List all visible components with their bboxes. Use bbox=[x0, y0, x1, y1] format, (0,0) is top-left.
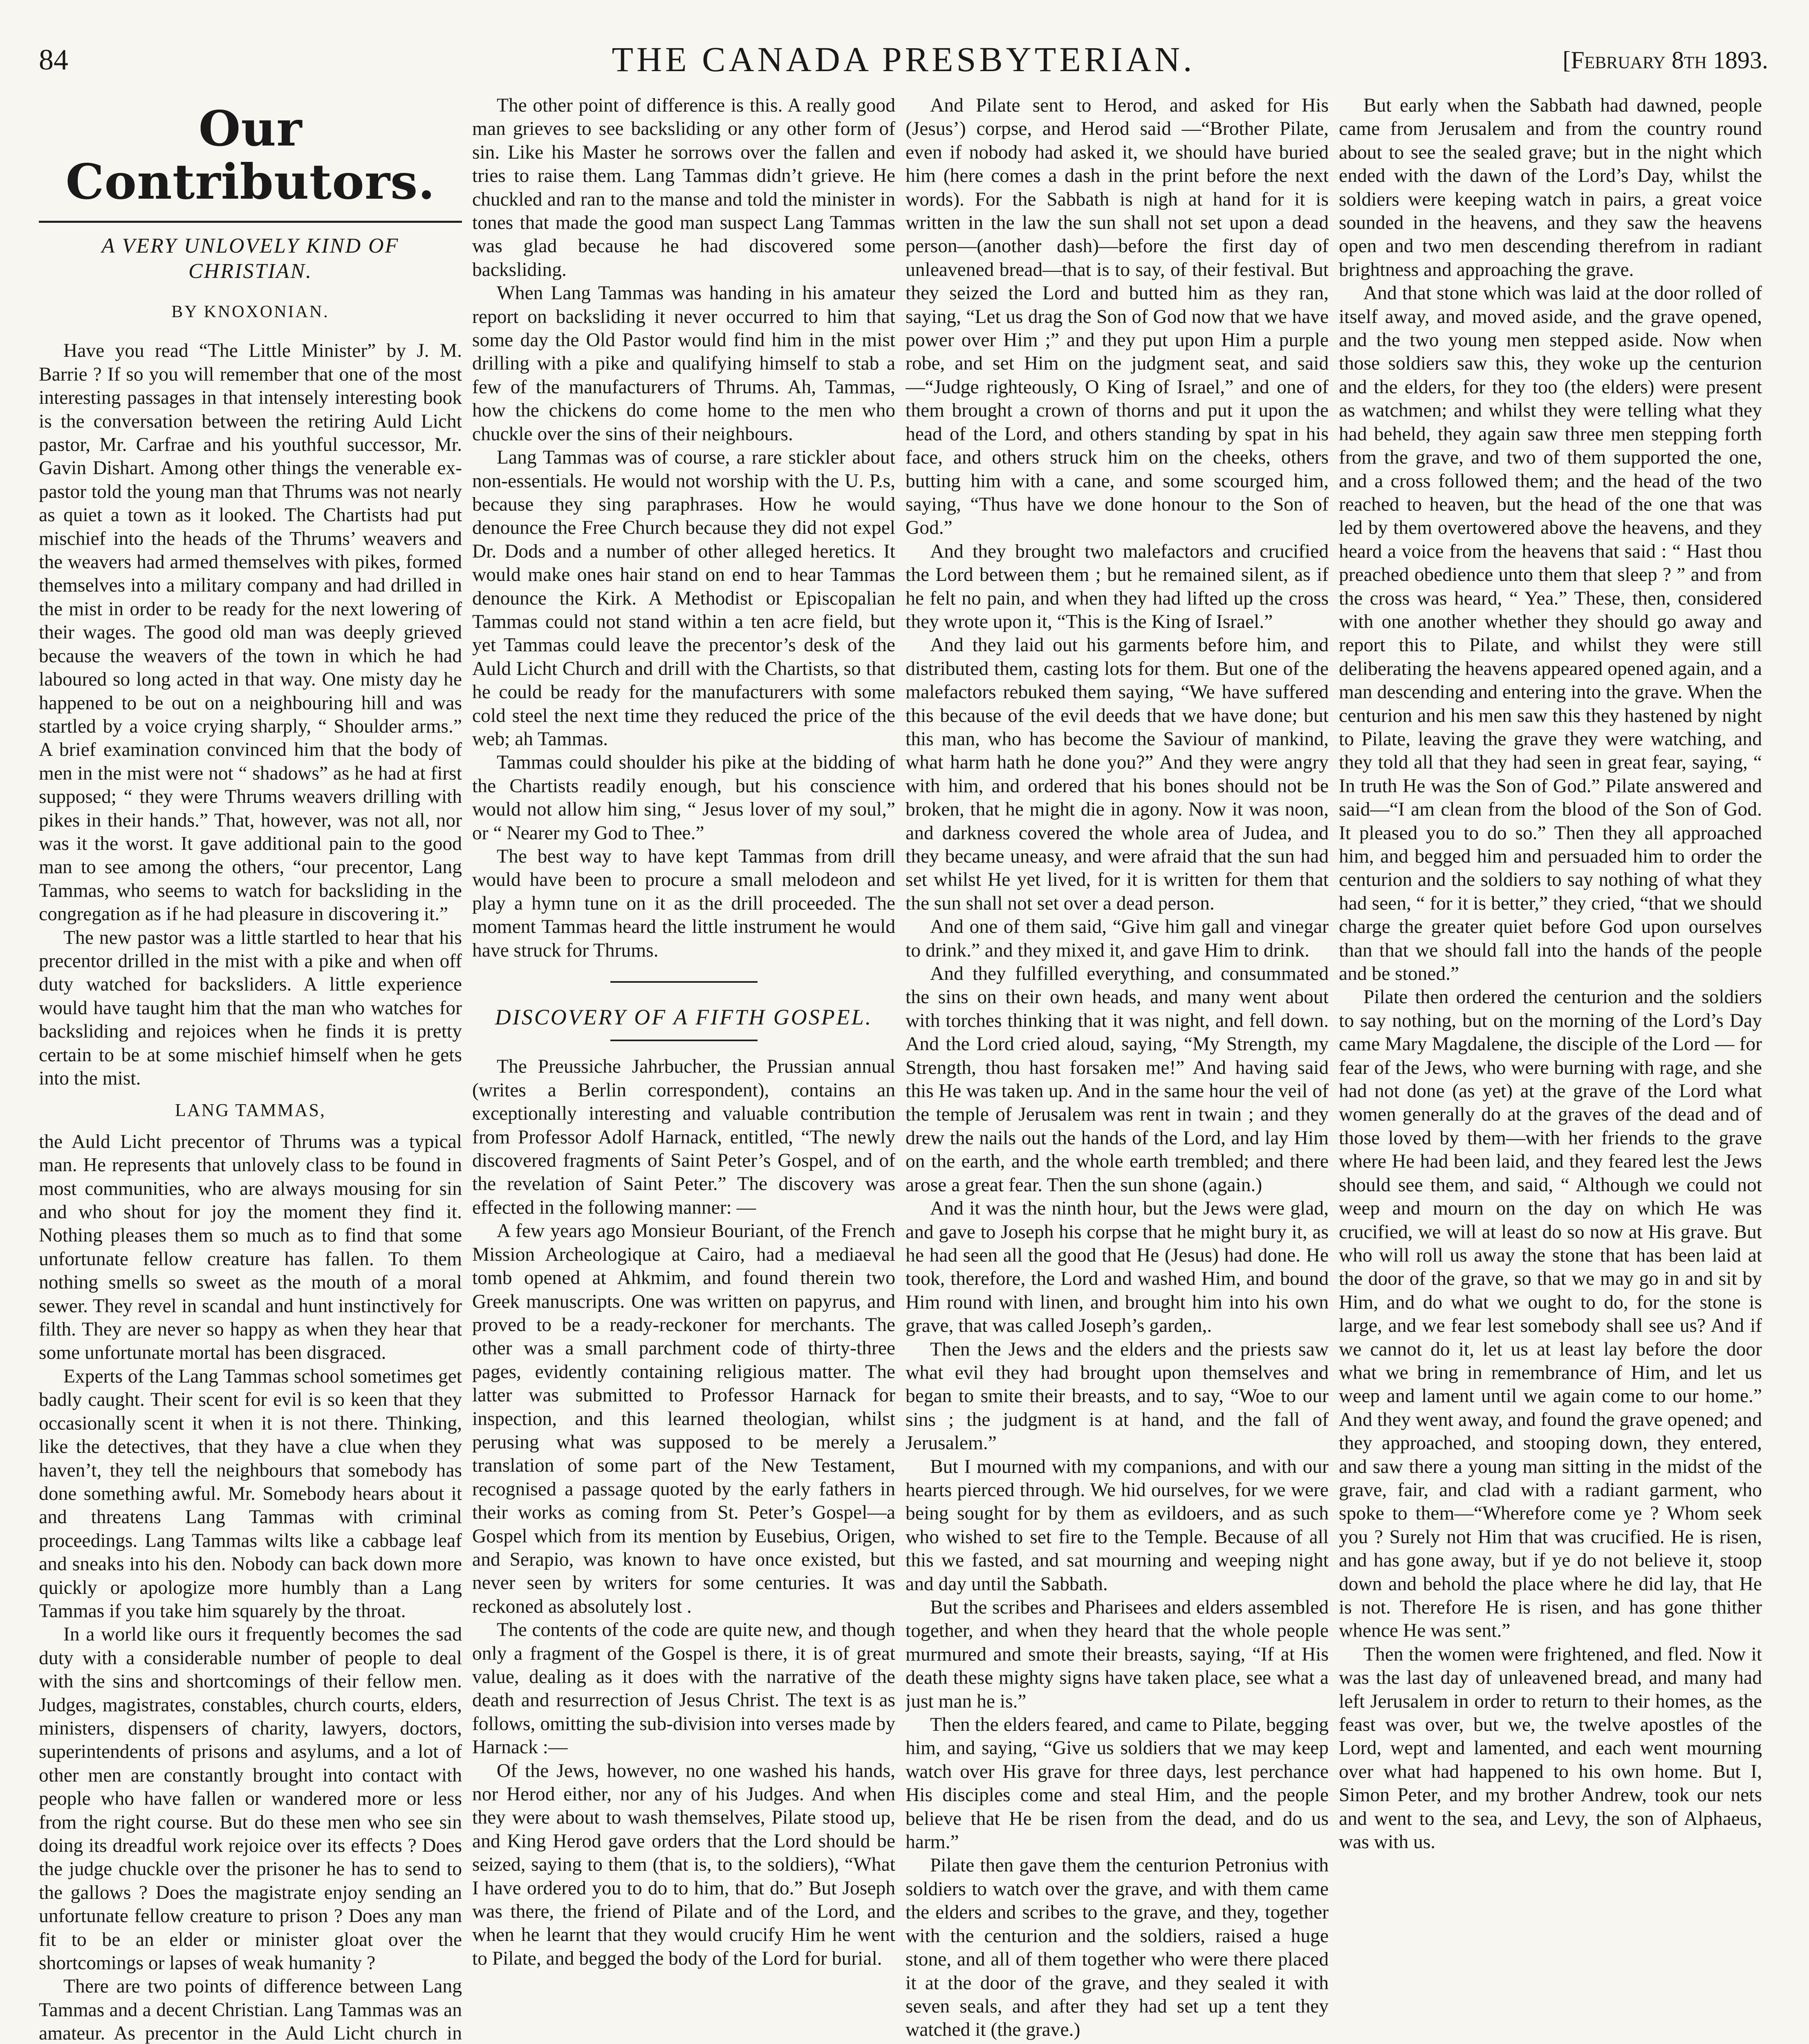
section-rule bbox=[39, 221, 462, 223]
article-paragraph: And it was the ninth hour, but the Jews were glad, and gave to Joseph his corpse that he might bury it, as he had seen all the good that He (Jesus) had done. He took, therefore, the Lord and washed Him, and bound Him round with linen, and brought him into his own grave, that was called Joseph’s garden,. bbox=[906, 1198, 1329, 1337]
article-paragraph: Of the Jews, however, no one washed his hands, nor Herod either, nor any of his Judges. And when they were about to wash themselves, Pilate stood up, and King Herod gave orders that the Lord should be seized, saying to them (that is, to the soldiers), “What I have ordered you to do to him, that do.” But Joseph was there, the friend of Pilate and of the Lord, and when he learnt that they would crucify Him he went to Pilate, and begged the body of the Lord for burial. bbox=[472, 1760, 895, 1969]
article-paragraph: But I mourned with my companions, and with our hearts pierced through. We hid ourselves, for we were being sought for by them as evildoers, and as such who wished to set fire to the Temple. Because of all this we fasted, and sat mourning and weeping night and day until the Sabbath. bbox=[906, 1456, 1329, 1595]
article-paragraph: And they laid out his garments before him, and distributed them, casting lots for them. But one of the malefactors rebuked them saying, “We have suffered this because of the evil deeds that we have done; but this man, who has become the Saviour of mankind, what harm hath he done you?” And they were angry with him, and ordered that his bones should not be broken, that he might die in agony. Now it was noon, and darkness covered the whole area of Judea, and they became uneasy, and were afraid that the sun had set whilst He yet lived, for it is written for them that the sun shall not set over a dead person. bbox=[906, 634, 1329, 914]
article-paragraph: Tammas could shoulder his pike at the bidding of the Chartists readily enough, but his conscience would not allow him sing, “ Jesus lover of my soul,” or “ Nearer my God to Thee.” bbox=[472, 752, 895, 844]
article-paragraph: Then the elders feared, and came to Pilate, begging him, and saying, “Give us soldiers that we may keep watch over His grave for three days, lest perchance His disciples come and steal Him, and the people believe that He be risen from the dead, and do us harm.” bbox=[906, 1714, 1329, 1853]
article-paragraph: There are two points of difference between Lang Tammas and a decent Christian. Lang Tammas was an amateur. As precentor in the Auld Licht church in bbox=[39, 1976, 462, 2044]
article-paragraph: the Auld Licht precentor of Thrums was a typical man. He represents that unlovely class to be found in most communities, who are always mousing for sin and who shout for joy the moment they find it. Nothing pleases them so much as to find that some unfortunate fellow creature has fallen. To them nothing smells so sweet as the mouth of a moral sewer. They revel in scandal and hunt instinctively for filth. They are never so happy as when they hear that some unfortunate mortal has been disgraced. bbox=[39, 1131, 462, 1364]
article-paragraph: And that stone which was laid at the door rolled of itself away, and moved aside, and the grave opened, and the two young men stepped aside. Now when those soldiers saw this, they woke up the centurion and the elders, for they too (the elders) were present as watchmen; and whilst they were telling what they had beheld, they again saw three men stepping forth from the grave, and two of them supported the one, and a cross followed them; and the head of the two reached to heaven, but the head of the one that was led by them overtowered above the heavens, and they heard a voice from the heavens that said : “ Hast thou preached obedience unto them that sleep ? ” and from the cross was heard, “ Yea.” These, then, considered with one another whether they should go away and report this to Pilate, and whilst they were still deliberating the heavens appeared opened again, and a man descending and entering into the grave. When the centurion and his men saw this they hastened by night to Pilate, leaving the grave they were watching, and they told all that they had seen in great fear, saying, “ In truth He was the Son of God.” Pilate answered and said—“I am clean from the blood of the Son of God. It pleased you to do so.” Then they all approached him, and begged him and persuaded him to order the centurion and the soldiers to say nothing of what they had seen, “ for it is better,” they cried, “that we should charge the greater quiet before God upon ourselves than that we should fall into the hands of the people and be stoned.” bbox=[1339, 282, 1762, 985]
article-paragraph: And one of them said, “Give him gall and vinegar to drink.” and they mixed it, and gave Him to drink. bbox=[906, 916, 1329, 961]
column-1 bbox=[39, 94, 462, 2044]
column-4 bbox=[1339, 94, 1762, 2044]
article-paragraph: And they brought two malefactors and crucified the Lord between them ; but he remained silent, as if he felt no pain, and when they had lifted up the cross they wrote upon it, “This is the King of Israel.” bbox=[906, 540, 1329, 632]
article-paragraph: Then the women were frightened, and fled. Now it was the last day of unleavened bread, and many had left Jerusalem in order to return to their homes, as the feast was over, but we, the twelve apostles of the Lord, wept and lamented, and each went mourning over what had happened to his own home. But I, Simon Peter, and my brother Andrew, took our nets and went to the sea, and Levy, the son of Alphaeus, was with us. bbox=[1339, 1643, 1762, 1853]
article-paragraph: The contents of the code are quite new, and though only a fragment of the Gospel is there, it is of great value, dealing as it does with the narrative of the death and resurrection of Jesus Christ. The text is as follows, omitting the sub-division into verses made by Harnack :— bbox=[472, 1619, 895, 1758]
article-headline: DISCOVERY OF A FIFTH GOSPEL. bbox=[495, 1005, 873, 1030]
article-paragraph: Lang Tammas was of course, a rare stickler about non-essentials. He would not worship with the U. P.s, because they sing paraphrases. How he would denounce the Free Church because they did not expel Dr. Dods and a number of other alleged heretics. It would make ones hair stand on end to hear Tammas denounce the Kirk. A Methodist or Episcopalian Tammas could not stand within a ten acre field, but yet Tammas could leave the precentor’s desk of the Auld Licht Church and drill with the Chartists, so that he could be ready for the manufacturers with some cold steel the next time they reduced the price of the web; ah Tammas. bbox=[472, 447, 895, 750]
column-2 bbox=[472, 94, 895, 2044]
article-paragraph: And Pilate sent to Herod, and asked for His (Jesus’) corpse, and Herod said —“Brother Pilate, even if nobody had asked it, we should have buried him (here comes a dash in the print before the next words). For the Sabbath is nigh at hand for it is written in the law the sun shall not set upon a dead person—(another dash)—before the first day of unleavened bread—that is to say, of their festival. But they seized the Lord and butted him as they ran, saying, “Let us drag the Son of God now that we have power over Him ;” and they put upon Him a purple robe, and set Him on the judgment seat, and said—“Judge righteously, O King of Israel,” and one of them brought a crown of thorns and put it upon the head of the Lord, and others standing by spat in his face, and others struck him on the cheeks, others butting him with a cane, and some scourged him, saying, “Thus have we done honour to the Son of God.” bbox=[906, 95, 1329, 539]
article-divider bbox=[610, 981, 758, 983]
article-subhead: LANG TAMMAS, bbox=[175, 1100, 326, 1121]
article-paragraph: The new pastor was a little startled to hear that his precentor drilled in the mist with a pike and when off duty watched for backsliders. A little experience would have taught him that the man who watches for backsliding and rejoices when he finds it is pretty certain to be at some mischief himself when he gets into the mist. bbox=[39, 927, 462, 1089]
article-paragraph: And they fulfilled everything, and consummated the sins on their own heads, and many went about with torches thinking that it was night, and fell down. And the Lord cried aloud, saying, “My Strength, my Strength, thou hast forsaken me!” And having said this He was taken up. And in the same hour the veil of the temple of Jerusalem was rent in twain ; and they drew the nails out the hands of the Lord, and lay Him on the earth, and the whole earth trembled; and there arose a great fear. Then the sun shone (again.) bbox=[906, 963, 1329, 1196]
article-paragraph: In a world like ours it frequently becomes the sad duty with a considerable number of people to deal with the sins and shortcomings of their fellow men. Judges, magistrates, constables, church courts, elders, ministers, dispensers of charity, lawyers, doctors, superintendents of prisons and asylums, and a lot of other men are constantly brought into contact with people who have fallen or wandered more or less from the right course. But do these men who see sin doing its dreadful work rejoice over its effects ? Does the judge chuckle over the prisoner he has to send to the gallows ? Does the magistrate enjoy sending an unfortunate fellow creature to prison ? Does any man fit to be an elder or minister gloat over the shortcomings or lapses of weak humanity ? bbox=[39, 1624, 462, 1974]
article-paragraph: The best way to have kept Tammas from drill would have been to procure a small melodeon and play a hymn tune on it as the drill proceeded. The moment Tammas heard the little instrument he would have struck for Thrums. bbox=[472, 846, 895, 961]
article-paragraph: When Lang Tammas was handing in his amateur report on backsliding it never occurred to him that some day the Old Pastor would find him in the mist drilling with a pike and qualifying himself to stab a few of the manufacturers of Thrums. Ah, Tammas, how the chickens do come home to the men who chuckle over the sins of their neighbours. bbox=[472, 282, 895, 445]
headline-rule bbox=[610, 1040, 758, 1041]
column-3 bbox=[906, 94, 1329, 2044]
article-paragraph: But the scribes and Pharisees and elders assembled together, and when they heard that the whole people murmured and smote their breasts, saying, “If at His death these mighty signs have taken place, see what a just man he is.” bbox=[906, 1597, 1329, 1712]
article-paragraph: The Preussiche Jahrbucher, the Prussian annual (writes a Berlin correspondent), contains an exceptionally interesting and valuable contribution from Professor Adolf Harnack, entitled, “The newly discovered fragments of Saint Peter’s Gospel, and of the revelation of Saint Peter.” The discovery was effected in the following manner: — bbox=[472, 1056, 895, 1218]
article-paragraph: Pilate then ordered the centurion and the soldiers to say nothing, but on the morning of the Lord’s Day came Mary Magdalene, the disciple of the Lord — for fear of the Jews, who were burning with rage, and she had not done (as yet) at the grave of the Lord what women generally do at the graves of the dead and of those loved by them—with her friends to the grave where He had been laid, and they feared lest the Jews should see them, and said, “ Although we could not weep and mourn on the day on which He was crucified, we will at least do so now at His grave. But who will roll us away the stone that has been laid at the door of the grave, so that we may go in and sit by Him, and do what we ought to do, for the stone is large, and we fear lest somebody shall see us? And if we cannot do it, let us at least lay before the door what we bring in remembrance of Him, and let us weep and lament until we again come to our home.” And they went away, and found the grave opened; and they approached, and stooping down, they entered, and saw there a young man sitting in the midst of the grave, fair, and clad with a radiant garment, who spoke to them—“Wherefore come ye ? Whom seek you ? Surely not Him that was crucified. He is risen, and has gone away, but if ye do not believe it, stoop down and behold the place where he did lay, that He is not. Therefore He is risen, and has gone thither whence He was sent.” bbox=[1339, 986, 1762, 1642]
page-number: 84 bbox=[39, 43, 68, 76]
article-paragraph: Experts of the Lang Tammas school sometimes get badly caught. Their scent for evil is so keen that they occasionally scent it when it is not there. Thinking, like the detectives, that they have a clue when they haven’t, they tell the neighbours that somebody has done something awful. Mr. Somebody hears about it and threatens Lang Tammas with criminal proceedings. Lang Tammas wilts like a cabbage leaf and sneaks into his den. Nobody can back down more quickly or apologize more humbly than a Lang Tammas if you take him squarely by the throat. bbox=[39, 1365, 462, 1622]
article-paragraph: But early when the Sabbath had dawned, people came from Jerusalem and from the country round about to see the sealed grave; but in the night which ended with the dawn of the Lord’s Day, whilst the soldiers were keeping watch in pairs, a great voice sounded in the heavens, and they saw the heavens open and two men descending therefrom in radiant brightness and approaching the grave. bbox=[1339, 95, 1762, 280]
section-title: Our Contributors. bbox=[65, 100, 435, 210]
issue-date: [February 8th 1893. bbox=[1562, 47, 1768, 74]
article-headline: A VERY UNLOVELY KIND OF CHRISTIAN. bbox=[101, 234, 399, 283]
article-paragraph: Pilate then gave them the centurion Petronius with soldiers to watch over the grave, and with them came the elders and scribes to the grave, and they, together with the centurion and the soldiers, raised a huge stone, and all of them together who were there placed it at the door of the grave, and they sealed it with seven seals, and after they had set up a tent they watched it (the grave.) bbox=[906, 1855, 1329, 2041]
article-paragraph: Then the Jews and the elders and the priests saw what evil they had brought upon themselves and began to smite their breasts, and to say, “Woe to our sins ; the judgment is at hand, and the fall of Jerusalem.” bbox=[906, 1338, 1329, 1454]
article-paragraph: A few years ago Monsieur Bouriant, of the French Mission Archeologique at Cairo, had a mediaeval tomb opened at Ahkmim, and found therein two Greek manuscripts. One was written on papyrus, and proved to be a ready-reckoner for merchants. The other was a small parchment code of thirty-three pages, evidently containing religious matter. The latter was submitted to Professor Harnack for inspection, and this learned theologian, whilst perusing what was supposed to be merely a translation of some part of the New Testament, recognised a passage quoted by the early fathers in their works as coming from St. Peter’s Gospel—a Gospel which from its mention by Eusebius, Origen, and Serapio, was known to have once existed, but never seen by writers for some centuries. It was reckoned as absolutely lost . bbox=[472, 1220, 895, 1617]
newspaper-title: THE CANADA PRESBYTERIAN. bbox=[612, 40, 1195, 79]
article-paragraph: The other point of difference is this. A really good man grieves to see backsliding or any other form of sin. Like his Master he sorrows over the fallen and tries to raise them. Lang Tammas didn’t grieve. He chuckled and ran to the manse and told the minister in tones that made the good man suspect Lang Tammas was glad because he had discovered some backsliding. bbox=[472, 95, 895, 280]
article-byline: BY KNOXONIAN. bbox=[171, 303, 330, 321]
article-paragraph: Have you read “The Little Minister” by J. M. Barrie ? If so you will remember that one of the most interesting passages in that intensely interesting book is the conversation between the retiring Auld Licht pastor, Mr. Carfrae and his youthful successor, Mr. Gavin Dishart. Among other things the venerable ex-pastor told the young man that Thrums was not nearly as quiet a town as it looked. The Chartists had put mischief into the heads of the Thrums’ weavers and the weavers had armed themselves with pikes, formed themselves into a military company and had drilled in the mist in order to be ready for the next lowering of their wages. The good old man was deeply grieved because the weavers of the town in which he had laboured so long acted in that way. One misty day he happened to be out on a neighbouring hill and was startled by a voice crying sharply, “ Shoulder arms.” A brief examination convinced him that the body of men in the mist were not “ shadows” as he had at first supposed; “ they were Thrums weavers drilling with pikes in their hands.” That, however, was not all, nor was it the worst. It gave additional pain to the good man to see among the others, “our precentor, Lang Tammas, who seems to watch for backsliding in the congregation as if he had pleasure in discovering it.” bbox=[39, 340, 462, 925]
masthead bbox=[39, 39, 1768, 84]
